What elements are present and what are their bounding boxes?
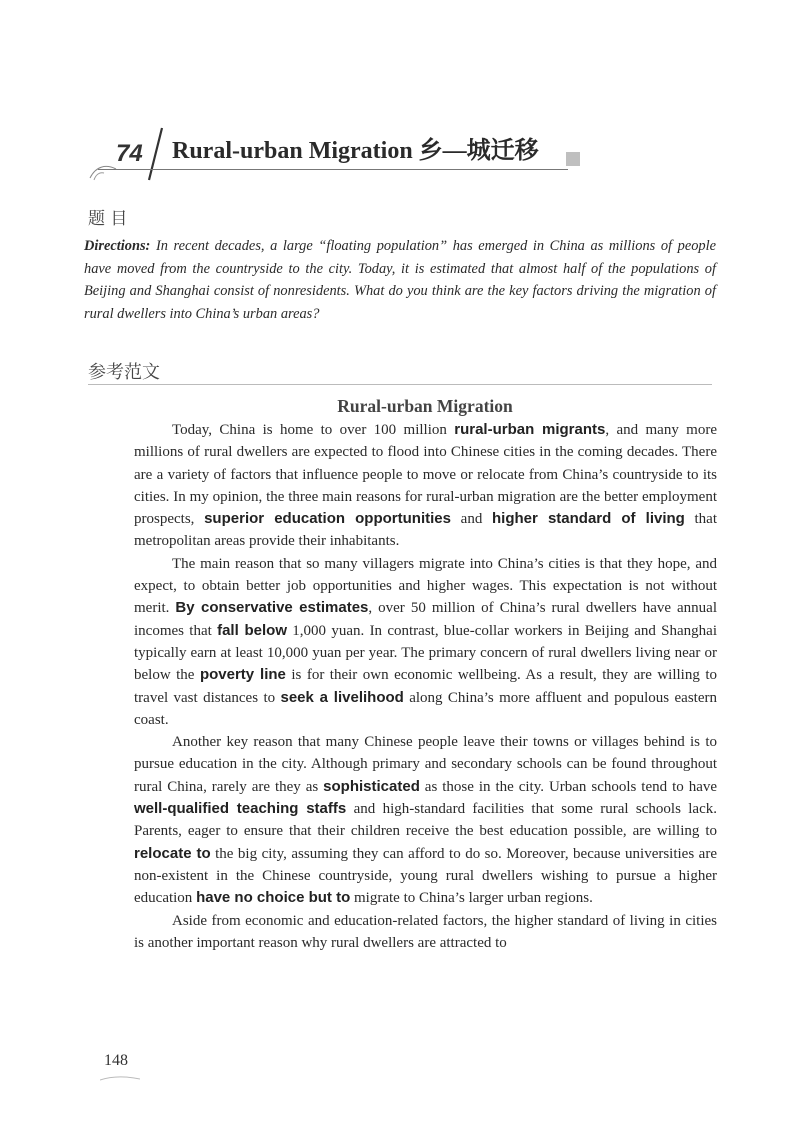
slash-icon — [144, 124, 166, 184]
essay-text: the big city, assuming they can afford to do so. Moreover, because universities are non-existent in the Chinese countryside, young rural dwellers wishing to pursue a higher education — [134, 845, 717, 907]
essay-text: migrate to China’s larger urban regions. — [350, 890, 593, 907]
essay-text: that metropolitan areas provide their inhabitants. — [134, 511, 718, 550]
directions-body: In recent decades, a large “floating population” has emerged in China as millions of people have moved from the countryside to the city. Today, it is estimated that almost half of the populations of Beijing and Shanghai consist of nonresidents. What do you think are the key factors driving the migration of rural dwellers into China’s urban areas? — [84, 238, 716, 322]
page-number: 148 — [104, 1052, 128, 1069]
key-phrase: rural-urban migrants — [454, 421, 606, 438]
key-phrase: poverty line — [199, 666, 286, 684]
essay-text: and high-standard facilities that some rural schools lack. Parents, eager to ensure that their children receive the best education possible, are willing to — [134, 801, 717, 840]
key-phrase: superior education opportunities — [204, 510, 451, 528]
decorative-curl-icon — [88, 160, 118, 182]
section-divider — [88, 384, 712, 385]
essay-paragraph — [134, 731, 717, 909]
decorative-square-icon — [566, 152, 580, 166]
unit-title: Rural-urban Migration 乡—城迁移 — [172, 138, 539, 164]
essay-text: Today, China is home to over 100 million — [172, 422, 455, 438]
essay-text: along China’s more affluent and populous eastern coast. — [134, 689, 717, 728]
essay-text: 1,000 yuan. In contrast, blue-collar workers in Beijing and Shanghai typically earn at least 10,000 yuan per year. The primary concern of rural dwellers living near or below the — [134, 622, 718, 684]
essay-paragraph — [134, 419, 717, 553]
unit-header — [88, 122, 588, 182]
essay-text: , over 50 million of China’s rural dwellers have annual incomes that — [134, 600, 718, 639]
directions-text — [84, 235, 716, 325]
page-mark-icon — [100, 1075, 140, 1083]
essay-text: as those in the city. Urban schools tend to have — [419, 778, 718, 795]
essay-text: Aside from economic and education-related factors, the higher standard of living in cities is another important reason why rural dwellers are attracted to — [134, 912, 717, 951]
essay-text: is for their own economic wellbeing. As a result, they are willing to travel vast distances to — [134, 667, 718, 706]
key-phrase: relocate to — [134, 844, 211, 862]
essay-text: The main reason that so many villagers migrate into China’s cities is that they hope, and expect, to obtain better job opportunities and higher wages. This expectation is not without merit. — [134, 555, 717, 617]
key-phrase: seek a livelihood — [280, 688, 404, 706]
essay-text: , and many more millions of rural dwellers are expected to flood into Chinese cities in the coming decades. There are a variety of factors that influence people to move or relocate from China’s countryside to its cities. In my opinion, the three main reasons for rural-urban migration are the better employment prospects, — [134, 422, 717, 528]
essay-title: Rural-urban Migration — [337, 396, 513, 416]
essay-paragraph — [134, 553, 717, 731]
essay-text: and — [450, 511, 493, 528]
key-phrase: have no choice but to — [196, 889, 351, 907]
sample-essay-heading: 参考范文 — [88, 362, 160, 383]
key-phrase: higher standard of living — [492, 510, 685, 528]
title-underline — [98, 169, 568, 170]
key-phrase: well-qualified teaching staffs — [134, 800, 347, 818]
topic-heading: 题 目 — [88, 209, 128, 229]
key-phrase: By conservative estimates — [175, 599, 369, 617]
key-phrase: sophisticated — [323, 777, 420, 795]
essay-body — [134, 419, 717, 954]
key-phrase: fall below — [217, 621, 287, 639]
essay-paragraph — [134, 910, 717, 955]
unit-number: 74 — [116, 140, 143, 167]
essay-text: Another key reason that many Chinese people leave their towns or villages behind is to pursue education in the city. Although primary and secondary schools can be found throughout rural China, rarely are they as — [134, 734, 717, 795]
directions-label: Directions: — [84, 238, 151, 254]
